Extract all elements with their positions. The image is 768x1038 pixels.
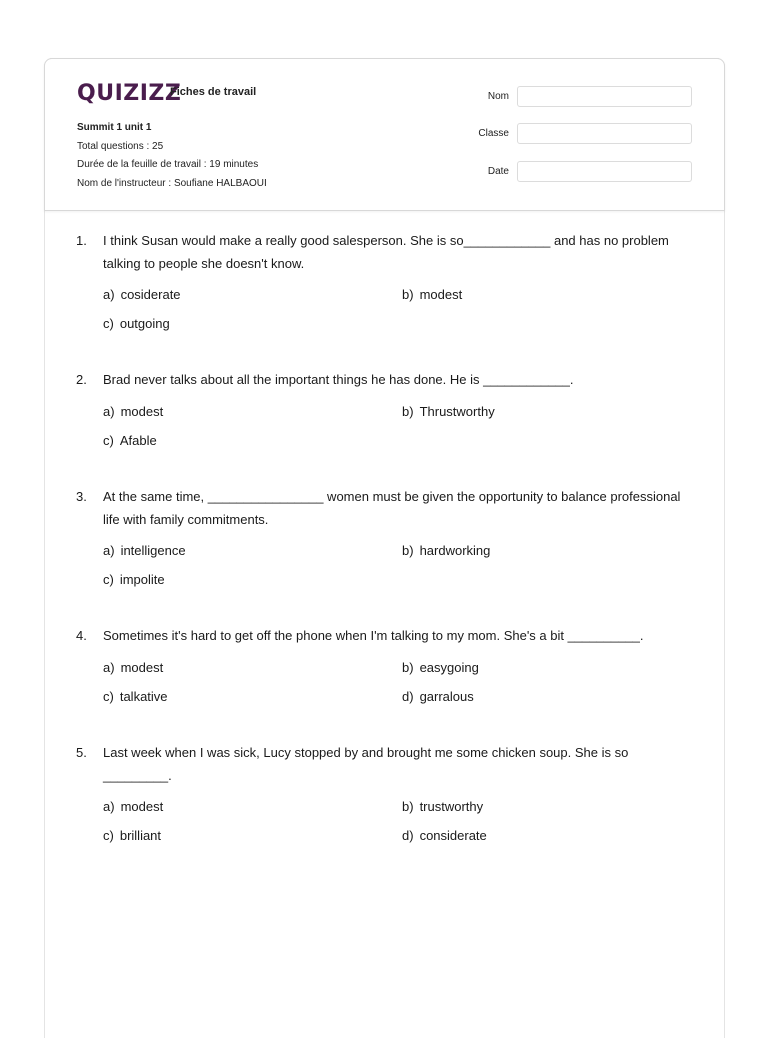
question-item <box>76 230 696 369</box>
quiz-title: Summit 1 unit 1 <box>77 122 152 133</box>
answer-option[interactable]: a) intelligence <box>103 543 186 558</box>
answer-option[interactable]: c) talkative <box>103 688 168 704</box>
question-number: 2. <box>76 372 87 387</box>
answer-options <box>103 284 696 335</box>
answer-option[interactable]: d) considerate <box>402 828 487 843</box>
name-label: Nom <box>487 91 509 102</box>
answer-option[interactable]: b) trustworthy <box>402 799 484 814</box>
question-text: I think Susan would make a really good salesperson. She is so____________ and has no problem talking to people she doesn't know. <box>103 233 669 271</box>
answer-options <box>103 657 696 708</box>
name-field[interactable] <box>517 86 692 107</box>
question-item <box>76 486 696 625</box>
answer-option[interactable]: c) outgoing <box>103 316 170 331</box>
worksheet-subtitle: Fiches de travail <box>170 86 257 98</box>
question-text: Sometimes it's hard to get off the phone when I'm talking to my mom. She's a bit __________. <box>103 628 644 643</box>
question-text: Last week when I was sick, Lucy stopped by and brought me some chicken soup. She is so _________. <box>103 745 629 783</box>
date-label: Date <box>487 166 509 177</box>
answer-option[interactable]: b) modest <box>402 287 463 302</box>
instructor-name: Nom de l'instructeur : Soufiane HALBAOUI <box>77 177 267 189</box>
worksheet-header <box>44 58 725 211</box>
question-number: 1. <box>76 233 87 248</box>
answer-options <box>103 796 696 847</box>
quizizz-logo: QUIZIZZ <box>77 81 182 106</box>
question-number: 5. <box>76 745 87 760</box>
answer-option[interactable]: a) modest <box>103 799 164 814</box>
question-text: Brad never talks about all the important things he has done. He is ____________. <box>103 372 574 387</box>
question-text: At the same time, ________________ women must be given the opportunity to balance professional life with family commitments. <box>103 489 681 527</box>
date-field[interactable] <box>517 161 692 182</box>
answer-options <box>103 401 696 452</box>
answer-option[interactable]: b) hardworking <box>402 543 491 558</box>
answer-option[interactable]: a) modest <box>103 403 164 419</box>
question-item <box>76 369 696 486</box>
answer-option[interactable]: d) garralous <box>402 688 474 704</box>
total-questions: Total questions : 25 <box>77 140 164 152</box>
worksheet-meta <box>77 119 267 193</box>
class-label: Classe <box>478 128 509 139</box>
answer-options <box>103 540 696 591</box>
answer-option[interactable]: c) Afable <box>103 432 157 448</box>
answer-option[interactable]: b) easygoing <box>402 659 479 675</box>
answer-option[interactable]: b) Thrustworthy <box>402 403 495 419</box>
answer-option[interactable]: a) modest <box>103 659 164 675</box>
worksheet-duration: Durée de la feuille de travail : 19 minutes <box>77 159 259 170</box>
question-number: 3. <box>76 489 87 504</box>
question-list <box>76 230 696 881</box>
question-number: 4. <box>76 628 87 643</box>
answer-option[interactable]: c) brilliant <box>103 828 162 843</box>
answer-option[interactable]: a) cosiderate <box>103 287 181 302</box>
question-item <box>76 742 696 881</box>
answer-option[interactable]: c) impolite <box>103 572 165 587</box>
question-item <box>76 625 696 742</box>
class-field[interactable] <box>517 123 692 144</box>
